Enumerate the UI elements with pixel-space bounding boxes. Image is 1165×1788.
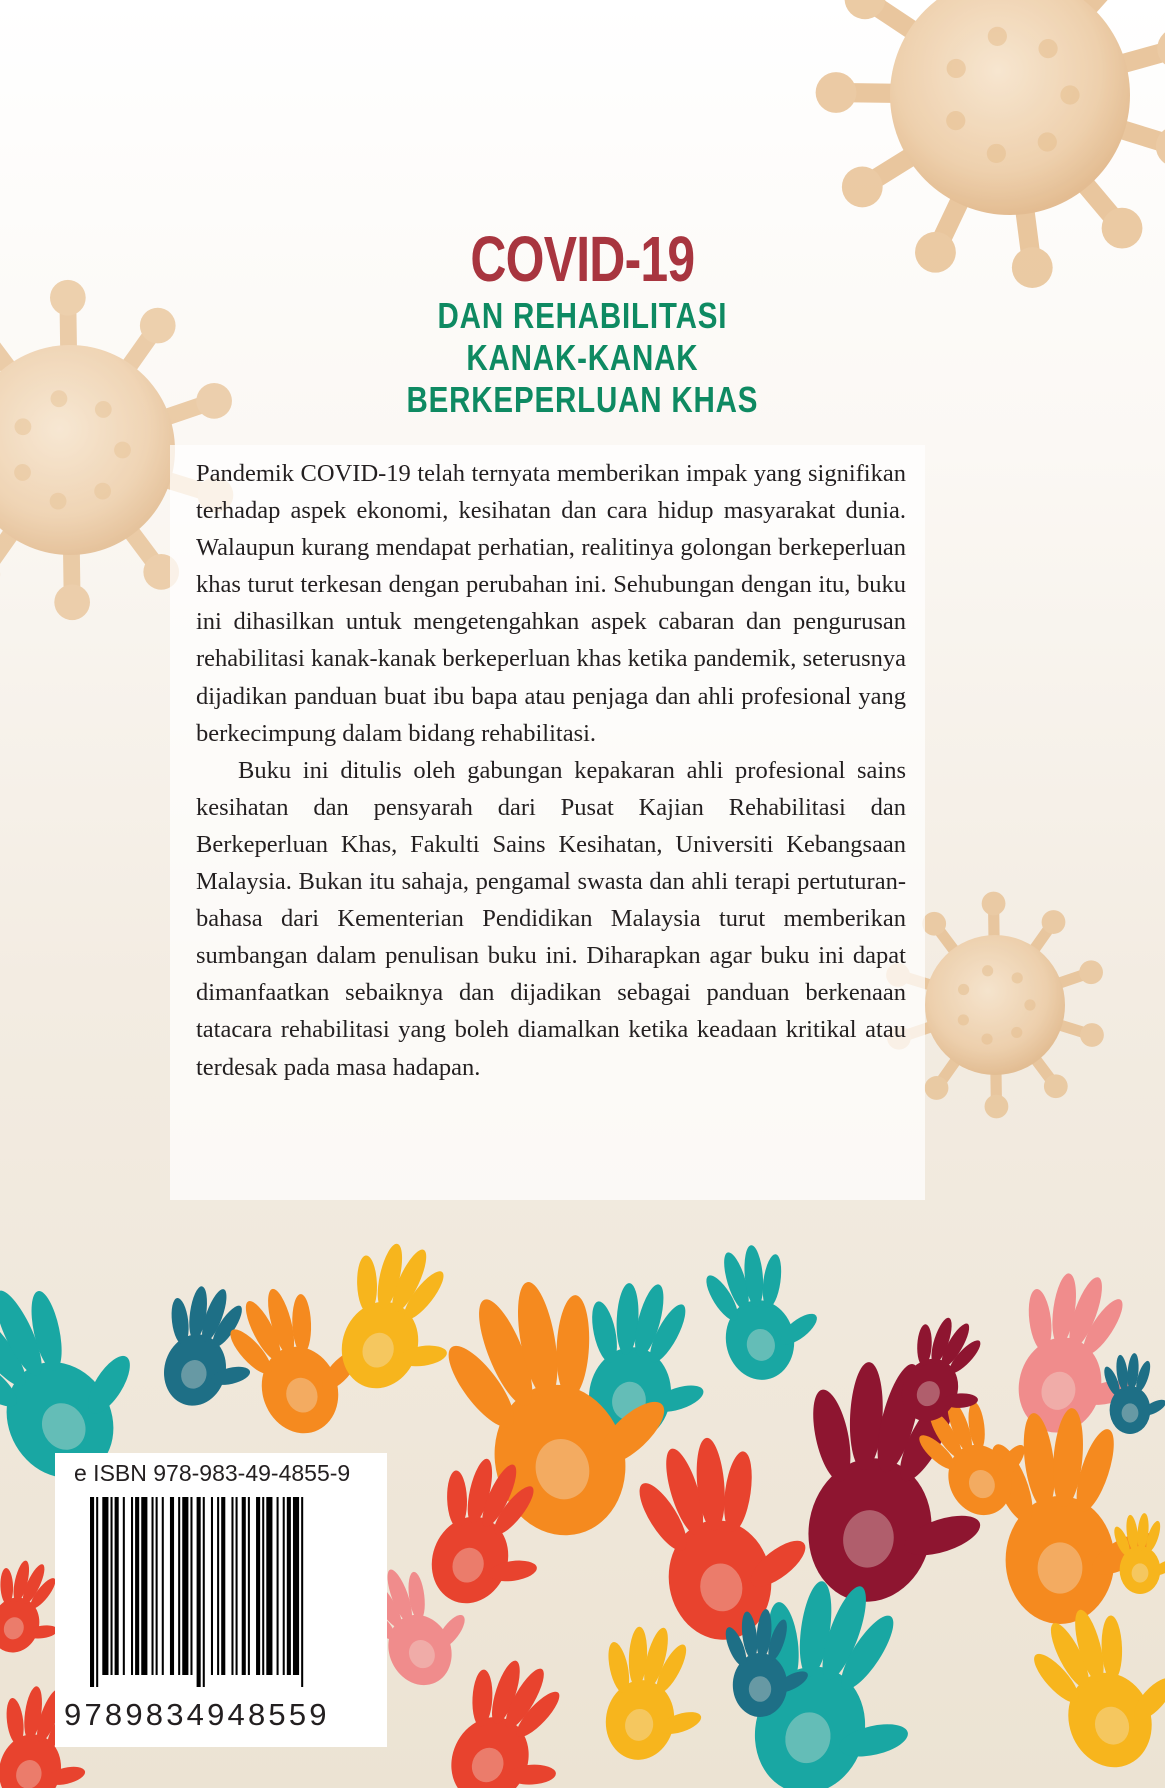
book-title: COVID-19 bbox=[470, 223, 695, 295]
handprint-icon bbox=[696, 1235, 830, 1388]
barcode-digits: 9789834948559 bbox=[64, 1697, 330, 1732]
book-subtitle-line-2: KANAK-KANAK bbox=[466, 337, 699, 378]
blurb-paragraph-2: Buku ini ditulis oleh gabungan kepakaran ahli profesional sains kesihatan dan pensyarah dari Pusat Kajian Rehabilitasi dan Berkeperluan Khas, Fakulti Sains Kesihatan, Universiti Kebangsaan Malaysia. Bukan itu sahaja, pengamal swasta dan ahli terapi pertuturan-bahasa dari Kementerian Pendidikan Malaysia turut memberikan sumbangan dalam penulisan buku ini. Diharapkan agar buku ini dapat dimanfaatkan sebaiknya dan dijadikan sebagai panduan berkenaan tatacara rehabilitasi yang boleh diamalkan ketika keadaan kritikal atau terdesak pada masa hadapan. bbox=[196, 756, 906, 1081]
blurb-text bbox=[196, 455, 906, 1086]
handprint-icon bbox=[586, 1617, 720, 1770]
book-subtitle-line-1: DAN REHABILITASI bbox=[437, 295, 728, 336]
book-subtitle-line-3: BERKEPERLUAN KHAS bbox=[406, 379, 759, 420]
barcode-icon bbox=[90, 1497, 360, 1687]
isbn-label: e ISBN 978-983-49-4855-9 bbox=[74, 1460, 351, 1486]
blurb-paragraph-1: Pandemik COVID-19 telah ternyata memberikan impak yang signifikan terhadap aspek ekonomi, kesihatan dan cara hidup masyarakat dunia. Walaupun kurang mendapat perhatian, realitinya golongan berkeperluan khas turut terkesan dengan perubahan ini. Sehubungan dengan itu, buku ini dihasilkan untuk mengetengahkan aspek cabaran dan pengurusan rehabilitasi kanak-kanak berkeperluan khas ketika pandemik, seterusnya dijadikan panduan buat ibu bapa atau penjaga dan ahli profesional yang berkecimpung dalam bidang rehabilitasi. bbox=[196, 460, 906, 747]
handprint-icon bbox=[624, 1422, 824, 1652]
